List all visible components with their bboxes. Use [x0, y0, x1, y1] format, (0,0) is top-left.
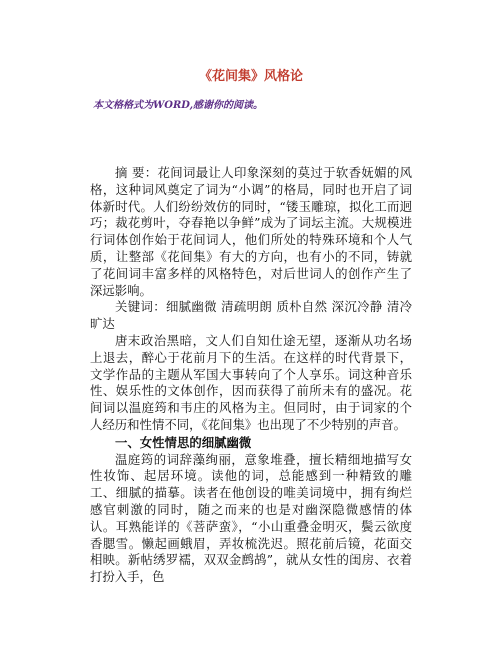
document-body — [90, 165, 412, 586]
body-paragraph: 唐末政治黑暗，文人们自知仕途无望，逐渐从功名场上退去，醉心于花前月下的生活。在这样的时代背景下，文学作品的主题从军国大事转向了个人享乐。词这种音乐性、娱乐性的文体创作，因而获得了前所未有的盛况。花间词以温庭筠和韦庄的风格为主。但同时，由于词家的个人经历和性情不同，《花间集》也出现了不少特别的声音。 — [90, 332, 412, 432]
document-title: 《花间集》风格论 — [198, 69, 303, 84]
body-paragraph: 温庭筠的词辞藻绚丽，意象堆叠，擅长精细地描写女性妆饰、起居环境。读他的词，总能感到一种精致的雕工、细腻的描摹。读者在他创设的唯美词境中，拥有绚烂感官刺激的同时，随之而来的也是对幽深隐微感情的体认。耳熟能详的《菩萨蛮》，“小山重叠金明灭，鬓云欲度香腮雪。懒起画蛾眉，弄妆梳洗迟。照花前后镜，花面交相映。新帖绣罗襦，双双金鹧鸪”，就从女性的闺房、衣着打扮入手，色 — [90, 451, 412, 585]
abstract-paragraph: 摘 要：花间词最让人印象深刻的莫过于软香妩媚的风格，这种词风奠定了词为“小调”的格局，同时也开启了词体新时代。人们纷纷效仿的同时，“镂玉雕琼，拟化工而迥巧；裁花剪叶，夺春艳以争鲜”成为了词坛主流。大规模进行词体创作始于花间词人，他们所处的特殊环境和个人气质，让整部《花间集》有大的方向，也有小的不同，铸就了花间词丰富多样的风格特色，对后世词人的创作产生了深远影响。 — [90, 165, 412, 298]
section-heading: 一、女性情思的细腻幽微 — [115, 434, 252, 450]
format-note: 本文格格式为WORD,感谢你的阅读。 — [93, 100, 264, 111]
keywords-line: 关键词：细腻幽微 清疏明朗 质朴自然 深沉冷静 清冷旷达 — [90, 299, 412, 332]
